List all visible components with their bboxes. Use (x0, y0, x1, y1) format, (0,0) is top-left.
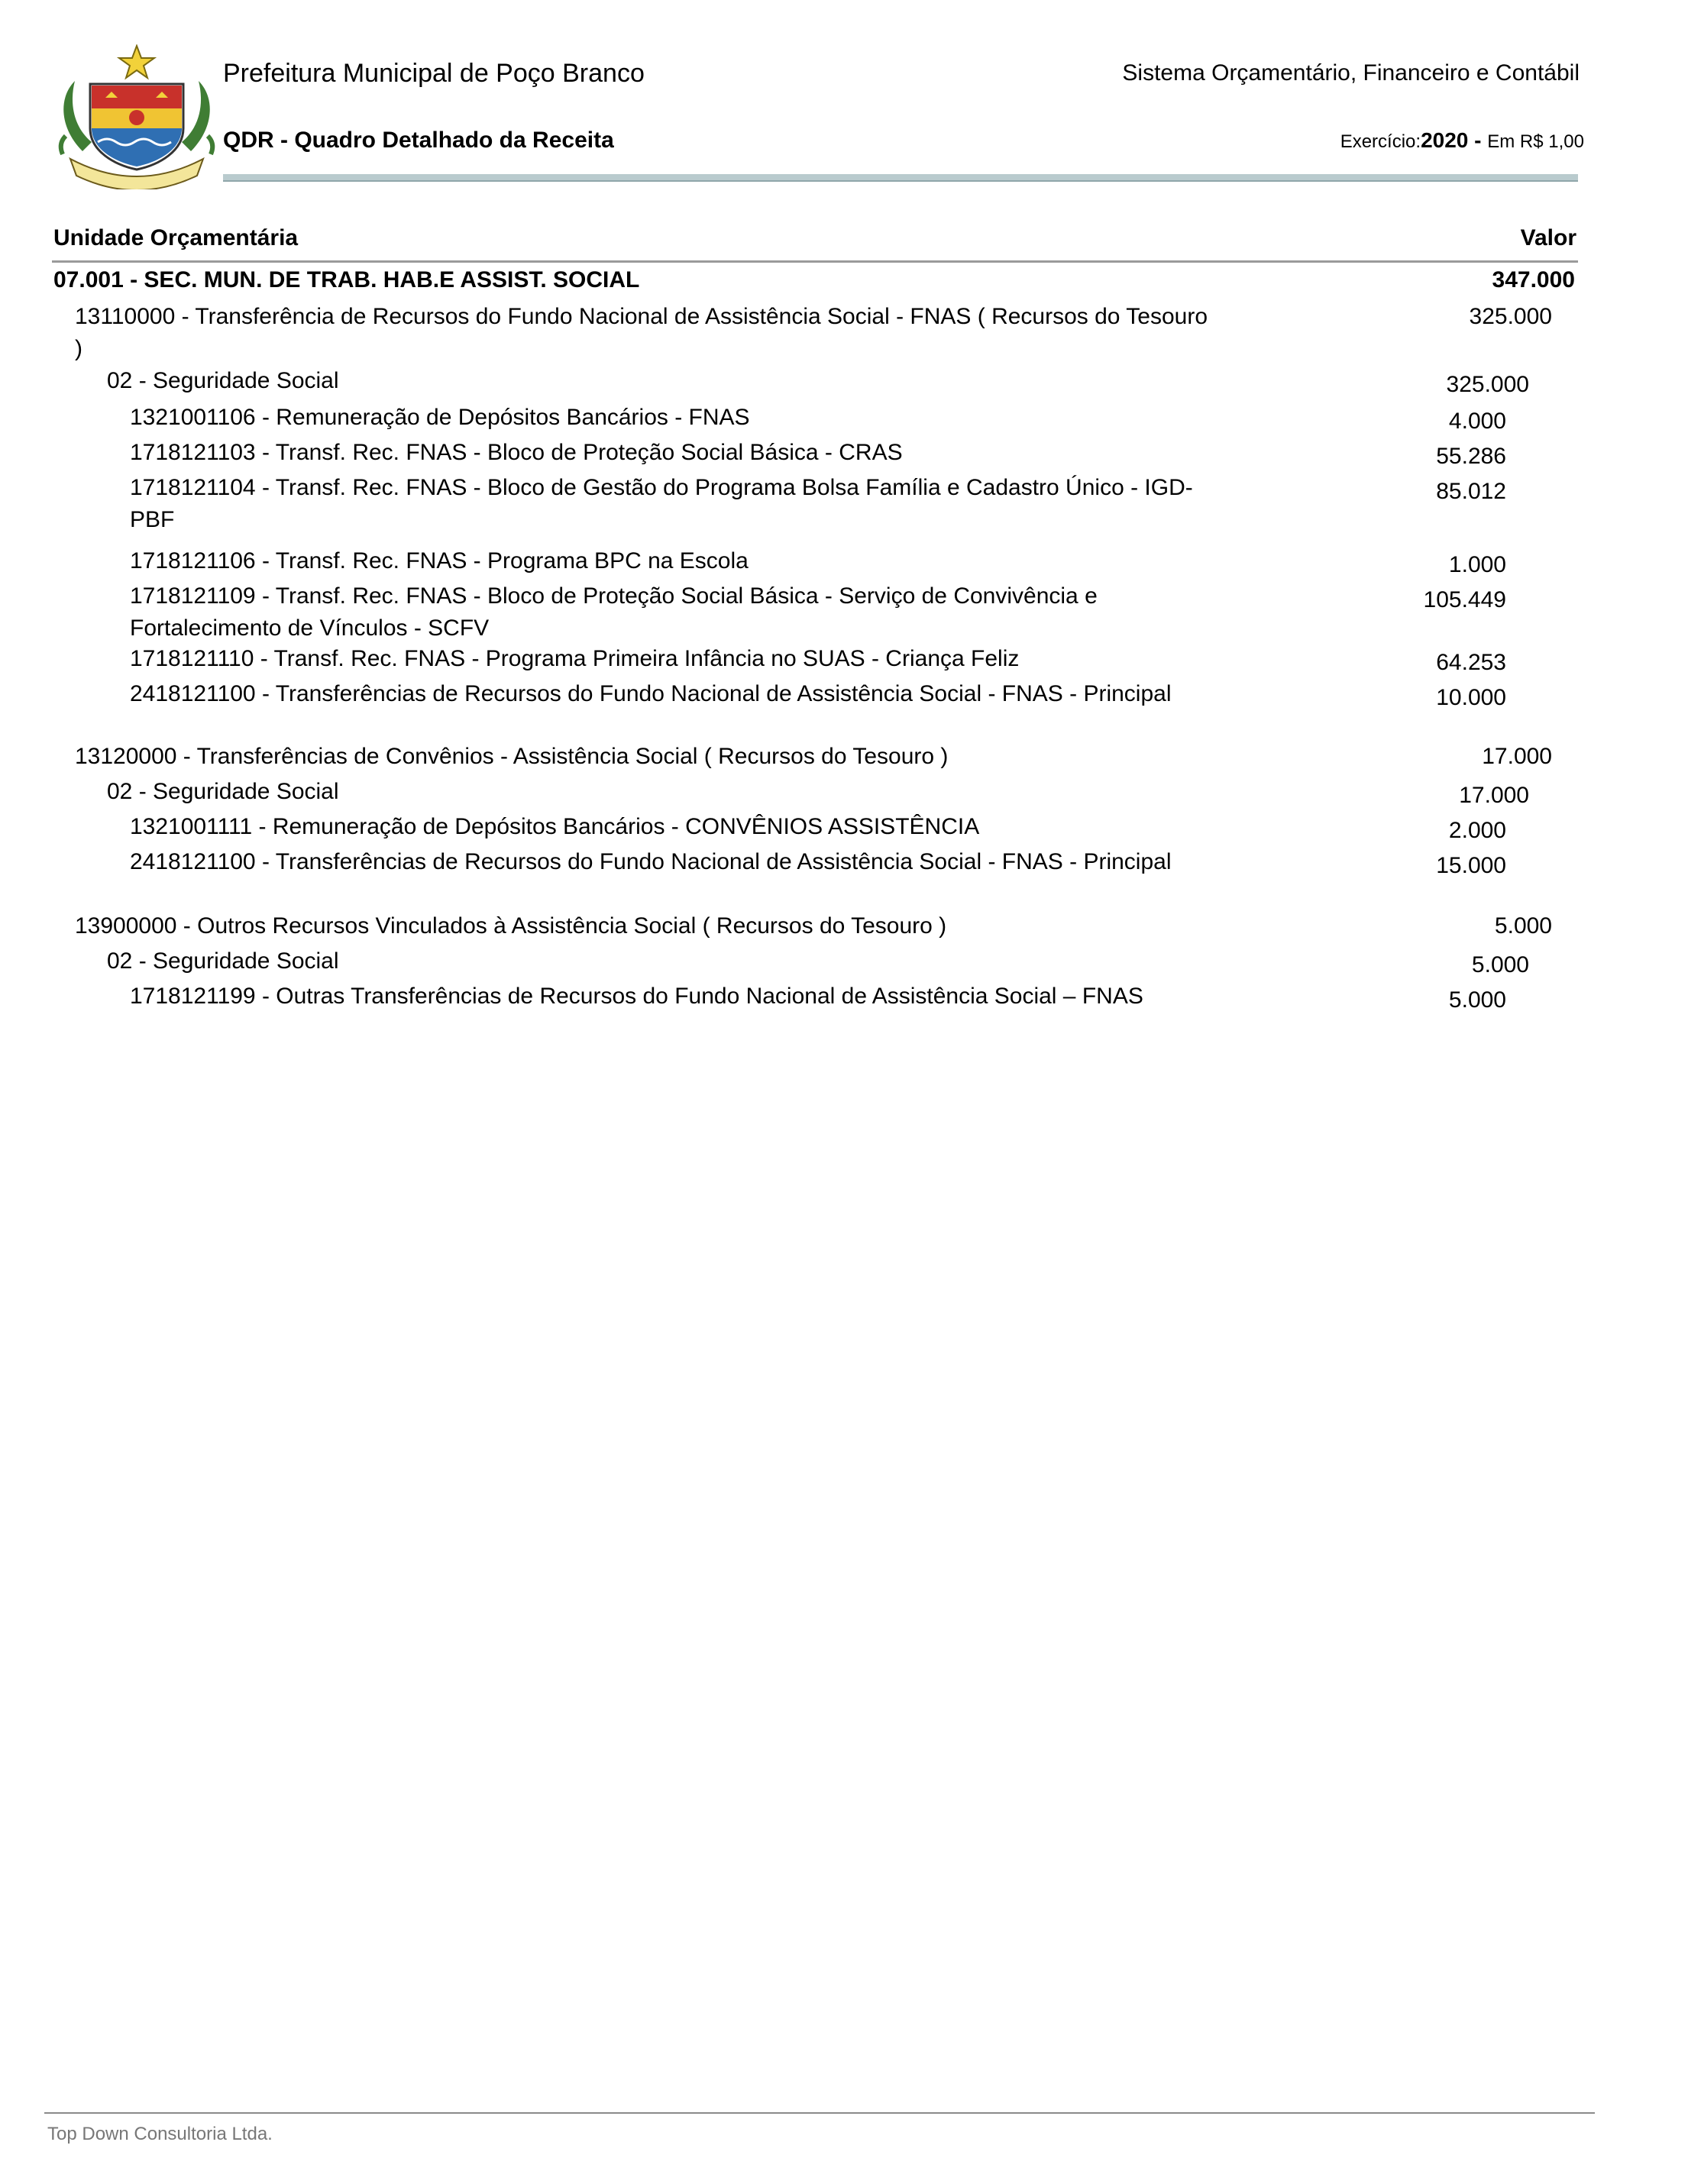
exercise-label: Exercício: (1340, 131, 1421, 152)
row-value: 64.253 (1436, 650, 1506, 675)
row-description: 07.001 - SEC. MUN. DE TRAB. HAB.E ASSIST. SOCIAL (53, 267, 640, 292)
header-divider (223, 174, 1578, 182)
row-description: 1718121110 - Transf. Rec. FNAS - Programa Primeira Infância no SUAS - Criança Feliz (130, 646, 1020, 671)
currency-unit: Em R$ 1,00 (1487, 131, 1584, 152)
column-header-unit: Unidade Orçamentária (53, 225, 299, 250)
row-description: 1718121109 - Transf. Rec. FNAS - Bloco de Proteção Social Básica - Serviço de Convivência e Fortalecimento de Vínculos - SCFV (130, 583, 1098, 641)
row-value: 85.012 (1436, 479, 1506, 504)
footer-divider (44, 2112, 1595, 2114)
column-header-value: Valor (1520, 225, 1576, 250)
municipal-crest-icon (52, 44, 222, 189)
system-name: Sistema Orçamentário, Financeiro e Contábil (1122, 60, 1580, 86)
row-description: 02 - Seguridade Social (107, 948, 339, 974)
row-value: 325.000 (1446, 372, 1529, 397)
row-value: 4.000 (1448, 409, 1506, 434)
exercise-info (1340, 125, 1584, 157)
report-title: QDR - Quadro Detalhado da Receita (223, 128, 614, 153)
row-value: 5.000 (1448, 987, 1506, 1013)
row-description: 13120000 - Transferências de Convênios - Assistência Social ( Recursos do Tesouro ) (75, 744, 949, 769)
row-value: 1.000 (1448, 552, 1506, 577)
currency-separator: - (1468, 128, 1488, 152)
row-value: 325.000 (1469, 304, 1552, 329)
footer-company: Top Down Consultoria Ltda. (47, 2124, 273, 2144)
row-value: 2.000 (1448, 818, 1506, 843)
row-description: 1321001111 - Remuneração de Depósitos Bancários - CONVÊNIOS ASSISTÊNCIA (130, 814, 980, 839)
row-description: 13110000 - Transferência de Recursos do Fundo Nacional de Assistência Social - FNAS ( Recursos do Tesouro ) (75, 304, 1208, 361)
row-value: 347.000 (1492, 267, 1575, 292)
row-value: 10.000 (1436, 685, 1506, 710)
row-value: 55.286 (1436, 444, 1506, 469)
row-description: 1718121104 - Transf. Rec. FNAS - Bloco de Gestão do Programa Bolsa Família e Cadastro Único - IGD-PBF (130, 475, 1193, 532)
row-value: 17.000 (1459, 783, 1529, 808)
row-value: 15.000 (1436, 853, 1506, 878)
row-value: 105.449 (1423, 587, 1506, 612)
row-description: 02 - Seguridade Social (107, 779, 339, 804)
row-description: 1718121103 - Transf. Rec. FNAS - Bloco de Proteção Social Básica - CRAS (130, 440, 903, 465)
row-value: 5.000 (1471, 952, 1529, 977)
row-description: 2418121100 - Transferências de Recursos do Fundo Nacional de Assistência Social - FNAS - Principal (130, 849, 1172, 874)
column-header-divider (52, 260, 1578, 263)
row-description: 1718121199 - Outras Transferências de Recursos do Fundo Nacional de Assistência Social – FNAS (130, 984, 1143, 1009)
exercise-year: 2020 (1421, 128, 1469, 152)
municipality-name: Prefeitura Municipal de Poço Branco (223, 59, 645, 88)
row-description: 1321001106 - Remuneração de Depósitos Bancários - FNAS (130, 405, 750, 430)
row-value: 5.000 (1494, 913, 1552, 939)
row-description: 1718121106 - Transf. Rec. FNAS - Programa BPC na Escola (130, 548, 749, 573)
row-description: 2418121100 - Transferências de Recursos do Fundo Nacional de Assistência Social - FNAS - Principal (130, 681, 1172, 706)
row-description: 02 - Seguridade Social (107, 368, 339, 393)
row-value: 17.000 (1482, 744, 1552, 769)
row-description: 13900000 - Outros Recursos Vinculados à Assistência Social ( Recursos do Tesouro ) (75, 913, 947, 939)
